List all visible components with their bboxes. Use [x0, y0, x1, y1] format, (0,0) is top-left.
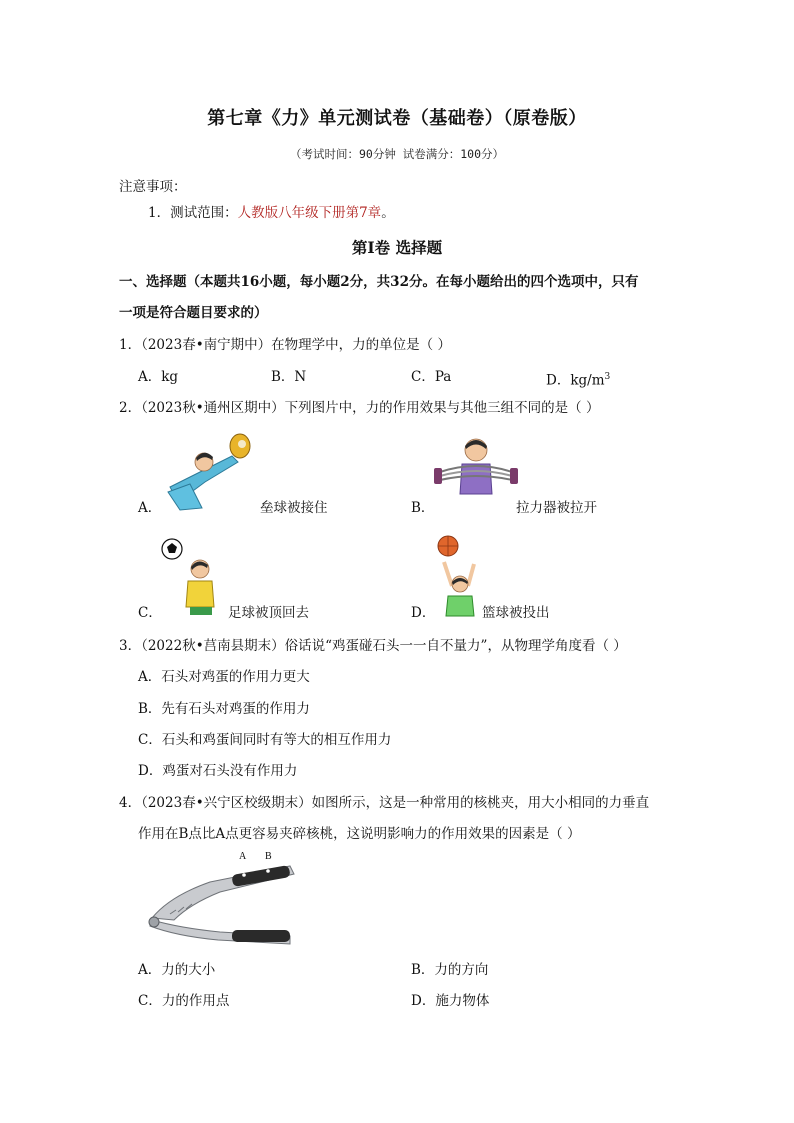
q2-option-c-letter: C． [138, 605, 162, 621]
q1-option-b: B．N [271, 369, 307, 385]
q2-option-a-caption: 垒球被接住 [260, 500, 328, 516]
notes-item-highlight: 人教版八年级下册第7章 [237, 205, 382, 221]
q4-option-c: C．力的作用点 [138, 993, 230, 1009]
q3-option-c: C．石头和鸡蛋间同时有等大的相互作用力 [138, 732, 392, 748]
basketball-shot-image [434, 534, 486, 618]
part1-instruction-line1: 一、选择题（本题共16小题，每小题2分，共32分。在每小题给出的四个选项中，只有 [119, 274, 639, 290]
point-b-label: B [265, 851, 272, 862]
q2-option-d-letter: D． [411, 605, 436, 621]
softball-catch-image [160, 432, 260, 512]
q1-option-d-text: D．kg/m [546, 372, 605, 389]
notes-item-prefix: 1．测试范围： [148, 205, 238, 221]
q4-option-b: B．力的方向 [411, 962, 489, 978]
q2-option-d-caption: 篮球被投出 [482, 605, 550, 621]
exam-info: （考试时间：90分钟 试卷满分：100分） [289, 147, 505, 161]
notes-item [148, 203, 395, 223]
q4-option-a: A．力的大小 [138, 962, 216, 978]
expander-pull-image [434, 436, 518, 498]
q3-option-a: A．石头对鸡蛋的作用力更大 [138, 669, 310, 685]
q4-stem-line1: 4．（2023春•兴宁区校级期末）如图所示，这是一种常用的核桃夹，用大小相同的力垂直 [119, 795, 650, 811]
q3-stem: 3．（2022秋•莒南县期末）俗话说“鸡蛋碰石头一一自不量力”，从物理学角度看（ ） [119, 638, 627, 654]
q4-stem-line2: 作用在B点比A点更容易夹碎核桃，这说明影响力的作用效果的因素是（ ） [138, 826, 581, 842]
q2-stem: 2．（2023秋•通州区期中）下列图片中，力的作用效果与其他三组不同的是（ ） [119, 400, 600, 416]
q3-option-d: D．鸡蛋对石头没有作用力 [138, 763, 298, 779]
q2-option-a-letter: A． [138, 500, 162, 516]
section-title: 第Ⅰ卷 选择题 [351, 238, 443, 257]
notes-heading: 注意事项： [119, 179, 187, 195]
q1-option-d-sup: 3 [604, 372, 611, 382]
q1-option-a: A．kg [138, 369, 179, 385]
page-title: 第七章《力》单元测试卷（基础卷）（原卷版） [207, 108, 587, 129]
nutcracker-image [140, 848, 300, 948]
q1-option-d [546, 367, 610, 391]
q2-option-c-caption: 足球被顶回去 [228, 605, 309, 621]
q1-option-c: C．Pa [411, 369, 452, 385]
q2-option-b-caption: 拉力器被拉开 [516, 500, 597, 516]
point-a-label: A [239, 851, 247, 862]
part1-instruction-line2: 一项是符合题目要求的） [119, 305, 268, 321]
soccer-header-image [160, 537, 220, 617]
notes-item-suffix: 。 [381, 205, 395, 221]
q4-option-d: D．施力物体 [411, 993, 490, 1009]
q2-option-b-letter: B． [411, 500, 435, 516]
q1-stem: 1．（2023春•南宁期中）在物理学中，力的单位是（ ） [119, 337, 451, 353]
q3-option-b: B．先有石头对鸡蛋的作用力 [138, 701, 310, 717]
